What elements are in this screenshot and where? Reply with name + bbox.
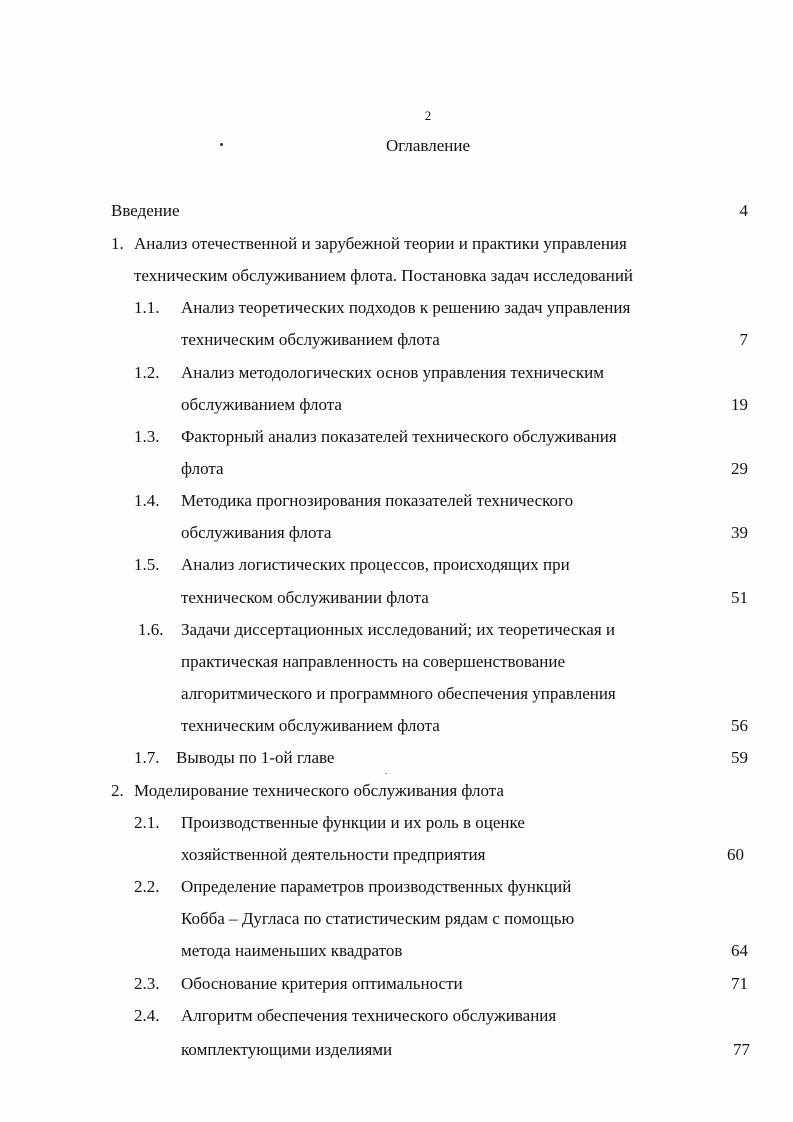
toc-text: техническим обслуживанием флота [181,716,440,735]
toc-text: Анализ методологических основ управления техническим [181,363,604,382]
toc-text: Выводы по 1-ой главе [176,748,335,767]
toc-text: техническом обслуживании флота [181,588,429,607]
toc-page: 64 [731,941,748,960]
toc-number: 1.2. [134,363,160,382]
toc-number: 1.7. [134,748,160,767]
toc-number: 1.4. [134,491,160,510]
scan-speck [385,773,387,774]
toc-number: 1.1. [134,298,160,317]
toc-text: Алгоритм обеспечения технического обслуживания [181,1006,557,1025]
toc-number: 1. [111,234,124,253]
toc-text: обслуживанием флота [181,395,342,414]
toc-text: комплектующими изделиями [181,1040,393,1059]
page-number: 2 [424,108,432,123]
toc-number: 2.1. [134,813,160,832]
toc-text: Методика прогнозирования показателей технического [181,491,574,510]
toc-page: 19 [731,395,748,414]
toc-page: 56 [731,716,748,735]
toc-number: 2. [111,781,124,800]
toc-text: Введение [111,201,180,220]
toc-page: 39 [731,523,748,542]
toc-number: 1.6. [138,620,164,639]
toc-text: хозяйственной деятельности предприятия [181,845,486,864]
toc-page: 4 [739,201,748,220]
toc-text: Задачи диссертационных исследований; их теоретическая и [181,620,616,639]
toc-page: 71 [731,974,748,993]
toc-text: Анализ логистических процессов, происходящих при [181,555,570,574]
toc-text: практическая направленность на совершенствование [181,652,565,671]
toc-text: Факторный анализ показателей технического обслуживания [181,427,617,446]
toc-text: техническим обслуживанием флота [181,330,440,349]
toc-page: 60 [727,845,744,864]
toc-text: Производственные функции и их роль в оценке [181,813,525,832]
toc-page: 51 [731,588,748,607]
toc-text: обслуживания флота [181,523,332,542]
toc-page: 77 [733,1040,750,1059]
toc-number: 2.3. [134,974,160,993]
toc-text: Обоснование критерия оптимальности [181,974,463,993]
toc-text: алгоритмического и программного обеспечения управления [181,684,616,703]
toc-number: 1.5. [134,555,160,574]
toc-number: 1.3. [134,427,160,446]
toc-text: Кобба – Дугласа по статистическим рядам с помощью [181,909,575,928]
toc-number: 2.2. [134,877,160,896]
toc-page: 29 [731,459,748,478]
toc-text: техническим обслуживанием флота. Постановка задач исследований [134,266,634,285]
toc-page: 7 [739,330,748,349]
page-title: Оглавление [386,136,470,155]
scan-speck [220,143,223,146]
toc-number: 2.4. [134,1006,160,1025]
toc-page: 59 [731,748,748,767]
toc-text: Определение параметров производственных функций [181,877,572,896]
toc-text: Моделирование технического обслуживания флота [134,781,504,800]
toc-text: Анализ теоретических подходов к решению задач управления [181,298,631,317]
toc-text: флота [181,459,224,478]
toc-text: Анализ отечественной и зарубежной теории и практики управления [134,234,627,253]
toc-text: метода наименьших квадратов [181,941,403,960]
